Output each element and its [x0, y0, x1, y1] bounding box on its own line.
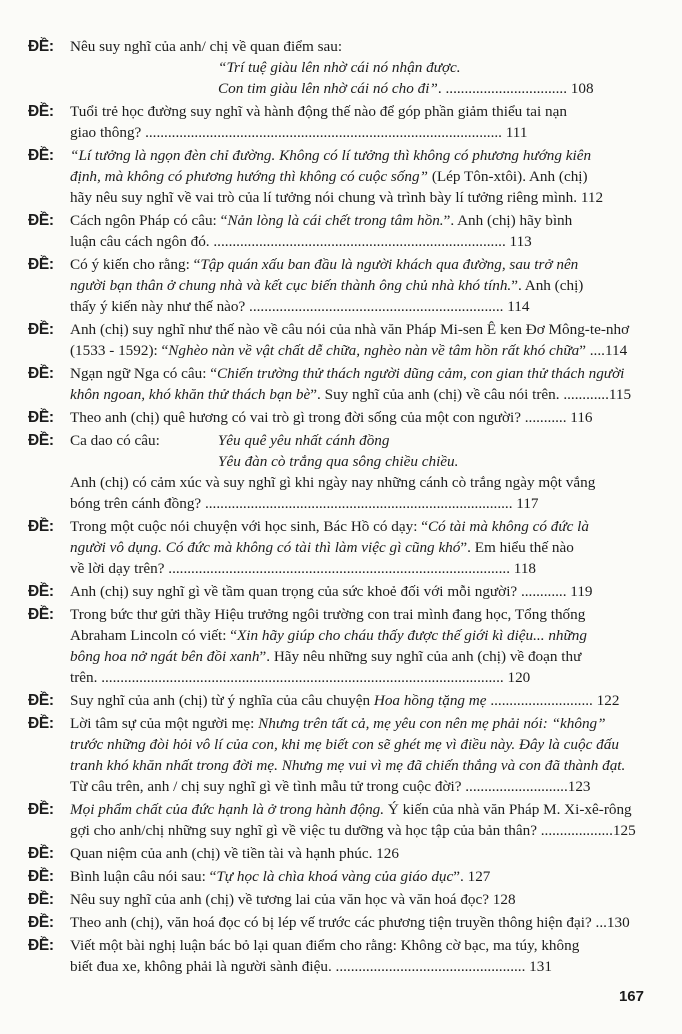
text-line: [70, 254, 646, 275]
text-segment: Suy nghĩ của anh (chị) từ ý nghĩa của câu chuyện: [70, 692, 374, 709]
question-label: ĐỀ:: [28, 692, 54, 709]
italic-quote: Tập quán xấu ban đầu là người khách qua đường, sau trở nên: [200, 256, 579, 273]
text-line: [70, 101, 646, 122]
text-segment: Ngạn ngữ Nga có câu: “: [70, 365, 217, 382]
text-line: [70, 340, 646, 361]
text-line: [70, 78, 646, 99]
text-line: [70, 667, 646, 688]
italic-quote: Chiến trường thử thách người dũng cảm, con gian thử thách người: [216, 365, 625, 382]
text-line: [70, 36, 646, 57]
question-label: ĐỀ:: [28, 518, 54, 535]
question-text: [70, 516, 646, 579]
question-item: [28, 713, 646, 797]
text-segment: ”. Hãy nêu những suy nghĩ của anh (chị) về đoạn thư: [259, 648, 582, 665]
italic-quote: Nhưng trên tất cả, mẹ yêu con nên mẹ phải nói: “không”: [258, 715, 606, 732]
text-segment: trên. .......................................................................................................... 120: [70, 669, 531, 686]
text-segment: ” ....114: [579, 342, 628, 359]
text-line: [70, 319, 646, 340]
text-segment: gợi cho anh/chị những suy nghĩ gì về việc tu dưỡng và học tập của bản thân? ...................125: [70, 822, 636, 839]
question-text: [70, 799, 646, 841]
text-segment: Lời tâm sự của một người mẹ:: [70, 715, 259, 732]
text-segment: về lời dạy trên? .......................................................................................... 118: [70, 560, 537, 577]
italic-quote: “Trí tuệ giàu lên nhờ cái nó nhận được.: [218, 59, 461, 76]
text-segment: ”. 127: [453, 868, 491, 885]
question-label: ĐỀ:: [28, 256, 54, 273]
question-text: [70, 866, 646, 887]
page-number: 167: [618, 988, 644, 1005]
text-line: [70, 516, 646, 537]
question-text: [70, 843, 646, 864]
text-segment: ”. Anh (chị): [511, 277, 584, 294]
question-text: [70, 713, 646, 797]
question-item: [28, 889, 646, 910]
italic-quote: định, mà không có phương hướng thì không có cuộc sống”: [70, 168, 429, 185]
question-label: ĐỀ:: [28, 432, 54, 449]
text-line: [70, 956, 646, 977]
question-text: [70, 145, 646, 208]
question-item: [28, 145, 646, 208]
question-item: [28, 866, 646, 887]
question-text: [70, 581, 646, 602]
italic-quote: Nghèo nàn về vật chất dễ chữa, nghèo nàn về tâm hồn rất khó chữa: [168, 342, 580, 359]
question-label: ĐỀ:: [28, 606, 54, 623]
text-line: [70, 430, 646, 451]
text-line: [70, 912, 646, 933]
question-label: ĐỀ:: [28, 38, 54, 55]
question-text: [70, 912, 646, 933]
text-line: [70, 472, 646, 493]
text-segment: ........................... 122: [486, 692, 620, 709]
question-item: [28, 319, 646, 361]
text-segment: (Lép Tôn-xtôi). Anh (chị): [428, 168, 588, 185]
text-segment: ”. Em hiểu thế nào: [460, 539, 574, 556]
text-segment: thấy ý kiến này như thế nào? ................................................................... 114: [70, 298, 530, 315]
question-text: [70, 935, 646, 977]
text-segment: Ca dao có câu:: [70, 432, 160, 449]
text-line: [70, 558, 646, 579]
italic-quote: khôn ngoan, khó khăn thử thách bạn bè: [70, 386, 311, 403]
text-line: [70, 166, 646, 187]
text-segment: . ................................ 108: [437, 80, 594, 97]
text-line: [70, 713, 646, 734]
text-segment: Theo anh (chị) quê hương có vai trò gì trong đời sống của một con người? ........... 116: [70, 409, 593, 426]
italic-quote: người vô dụng. Có đức mà không có tài thì làm việc gì cũng khó: [70, 539, 461, 556]
text-line: [70, 776, 646, 797]
text-segment: Anh (chị) có cảm xúc và suy nghĩ gì khi ngày nay những cánh cò trắng ngày một vắng: [70, 474, 596, 491]
text-line: [70, 275, 646, 296]
text-line: [70, 581, 646, 602]
italic-quote: Tự học là chìa khoá vàng của giáo dục: [216, 868, 454, 885]
text-line: [70, 363, 646, 384]
text-line: [70, 843, 646, 864]
question-label: ĐỀ:: [28, 715, 54, 732]
question-label: ĐỀ:: [28, 937, 54, 954]
text-segment: Trong một cuộc nói chuyện với học sinh, Bác Hồ có dạy: “: [70, 518, 428, 535]
question-list: [28, 36, 646, 977]
text-line: [70, 734, 646, 755]
question-text: [70, 101, 646, 143]
question-text: [70, 604, 646, 688]
question-item: [28, 843, 646, 864]
text-line: [70, 210, 646, 231]
text-segment: luận câu cách ngôn đó. ............................................................................. 113: [70, 233, 532, 250]
question-text: [70, 889, 646, 910]
italic-quote: bông hoa nở ngát bên đồi xanh: [70, 648, 260, 665]
question-label: ĐỀ:: [28, 365, 54, 382]
italic-quote: “Lí tưởng là ngọn đèn chỉ đường. Không có lí tưởng thì không có phương hướng kiên: [70, 147, 592, 164]
text-segment: Ý kiến của nhà văn Pháp M. Xi-xê-rông: [384, 801, 632, 818]
text-segment: Theo anh (chị), văn hoá đọc có bị lép vế trước các phương tiện truyền thông hiện đại? ...130: [70, 914, 630, 931]
text-segment: Cách ngôn Pháp có câu: “: [70, 212, 228, 229]
question-label: ĐỀ:: [28, 583, 54, 600]
question-item: [28, 101, 646, 143]
question-item: [28, 254, 646, 317]
italic-quote: Xin hãy giúp cho cháu thấy được thế giới kì diệu... những: [237, 627, 587, 644]
question-item: [28, 604, 646, 688]
text-segment: Anh (chị) suy nghĩ gì về tầm quan trọng của sức khoẻ đối với mỗi người? ............ 119: [70, 583, 593, 600]
italic-quote: Con tim giàu lên nhờ cái nó cho đi”: [218, 80, 438, 97]
text-line: [70, 755, 646, 776]
text-segment: bóng trên cánh đồng? ................................................................................. 117: [70, 495, 539, 512]
italic-quote: Hoa hồng tặng mẹ: [373, 692, 487, 709]
text-line: [70, 935, 646, 956]
question-text: [70, 363, 646, 405]
question-item: [28, 36, 646, 99]
question-item: [28, 363, 646, 405]
text-segment: Anh (chị) suy nghĩ như thế nào về câu nói của nhà văn Pháp Mi-sen Ê ken Đơ Mông-te-nhơ: [70, 321, 630, 338]
text-line: [70, 231, 646, 252]
text-line: [70, 537, 646, 558]
text-segment: Trong bức thư gửi thầy Hiệu trưởng ngôi trường con trai mình đang học, Tổng thống: [70, 606, 586, 623]
text-line: [70, 187, 646, 208]
question-item: [28, 799, 646, 841]
question-text: [70, 254, 646, 317]
question-label: ĐỀ:: [28, 321, 54, 338]
question-text: [70, 430, 646, 514]
text-line: [70, 57, 646, 78]
text-segment: ”. Suy nghĩ của anh (chị) về câu nói trên. ............115: [310, 386, 632, 403]
italic-quote: tranh khó khăn nhất trong đời mẹ. Nhưng mẹ vui vì mẹ đã chiến thắng và con đã thành đạt.: [70, 757, 626, 774]
question-item: [28, 430, 646, 514]
text-line: [70, 625, 646, 646]
question-text: [70, 319, 646, 361]
text-line: [70, 690, 646, 711]
italic-quote: trước những đòi hỏi vô lí của con, khi mẹ biết con sẽ ghét mẹ vì điều này. Đây là cuộc đấu: [70, 736, 619, 753]
text-line: [70, 889, 646, 910]
text-segment: ”. Anh (chị) hãy bình: [443, 212, 573, 229]
question-label: ĐỀ:: [28, 801, 54, 818]
text-segment: Từ câu trên, anh / chị suy nghĩ gì về tình mẫu tử trong cuộc đời? ...........................123: [70, 778, 591, 795]
italic-quote: Mọi phẩm chất của đức hạnh là ở trong hành động.: [70, 801, 385, 818]
text-segment: Viết một bài nghị luận bác bỏ lại quan điểm cho rằng: Không cờ bạc, ma túy, không: [70, 937, 580, 954]
text-line: [70, 604, 646, 625]
question-text: [70, 407, 646, 428]
question-item: [28, 210, 646, 252]
question-label: ĐỀ:: [28, 147, 54, 164]
text-segment: Quan niệm của anh (chị) về tiền tài và hạnh phúc. 126: [70, 845, 399, 862]
question-item: [28, 912, 646, 933]
question-label: ĐỀ:: [28, 891, 54, 908]
question-item: [28, 690, 646, 711]
question-label: ĐỀ:: [28, 103, 54, 120]
question-item: [28, 935, 646, 977]
question-label: ĐỀ:: [28, 212, 54, 229]
text-segment: hãy nêu suy nghĩ về vai trò của lí tưởng nói chung và trình bày lí tưởng riêng mình. 112: [70, 189, 604, 206]
text-line: [70, 407, 646, 428]
text-line: [70, 122, 646, 143]
text-line: [70, 820, 646, 841]
text-line: [70, 145, 646, 166]
text-segment: biết đua xe, không phải là người sành điệu. .................................................. 131: [70, 958, 552, 975]
text-segment: Bình luận câu nói sau: “: [70, 868, 217, 885]
italic-quote: Có tài mà không có đức là: [428, 518, 589, 535]
text-line: [70, 799, 646, 820]
text-segment: (1533 - 1592): “: [70, 342, 169, 359]
question-label: ĐỀ:: [28, 868, 54, 885]
text-segment: Nêu suy nghĩ của anh (chị) về tương lai của văn học và văn hoá đọc? 128: [70, 891, 516, 908]
question-text: [70, 210, 646, 252]
text-line: [70, 296, 646, 317]
question-text: [70, 36, 646, 99]
text-segment: Có ý kiến cho rằng: “: [70, 256, 201, 273]
text-line: [70, 493, 646, 514]
question-label: ĐỀ:: [28, 845, 54, 862]
text-line: [70, 384, 646, 405]
text-segment: Nêu suy nghĩ của anh/ chị về quan điểm sau:: [70, 38, 343, 55]
question-item: [28, 581, 646, 602]
text-segment: Abraham Lincoln có viết: “: [70, 627, 238, 644]
question-label: ĐỀ:: [28, 914, 54, 931]
italic-quote: Nản lòng là cái chết trong tâm hồn.: [227, 212, 444, 229]
question-text: [70, 690, 646, 711]
text-segment: Tuổi trẻ học đường suy nghĩ và hành động thế nào để góp phần giảm thiểu tai nạn: [70, 103, 567, 120]
question-label: ĐỀ:: [28, 409, 54, 426]
question-item: [28, 516, 646, 579]
text-line: [70, 866, 646, 887]
text-segment: giao thông? .............................................................................................. 111: [70, 124, 528, 141]
text-line: [70, 451, 646, 472]
question-item: [28, 407, 646, 428]
text-line: [70, 646, 646, 667]
italic-quote: Yêu quê yêu nhất cánh đồng: [217, 432, 390, 449]
italic-quote: Yêu đàn cò trắng qua sông chiều chiều.: [218, 453, 459, 470]
italic-quote: người bạn thân ở chung nhà và kết cục biến thành ông chủ nhà khó tính.: [70, 277, 512, 294]
